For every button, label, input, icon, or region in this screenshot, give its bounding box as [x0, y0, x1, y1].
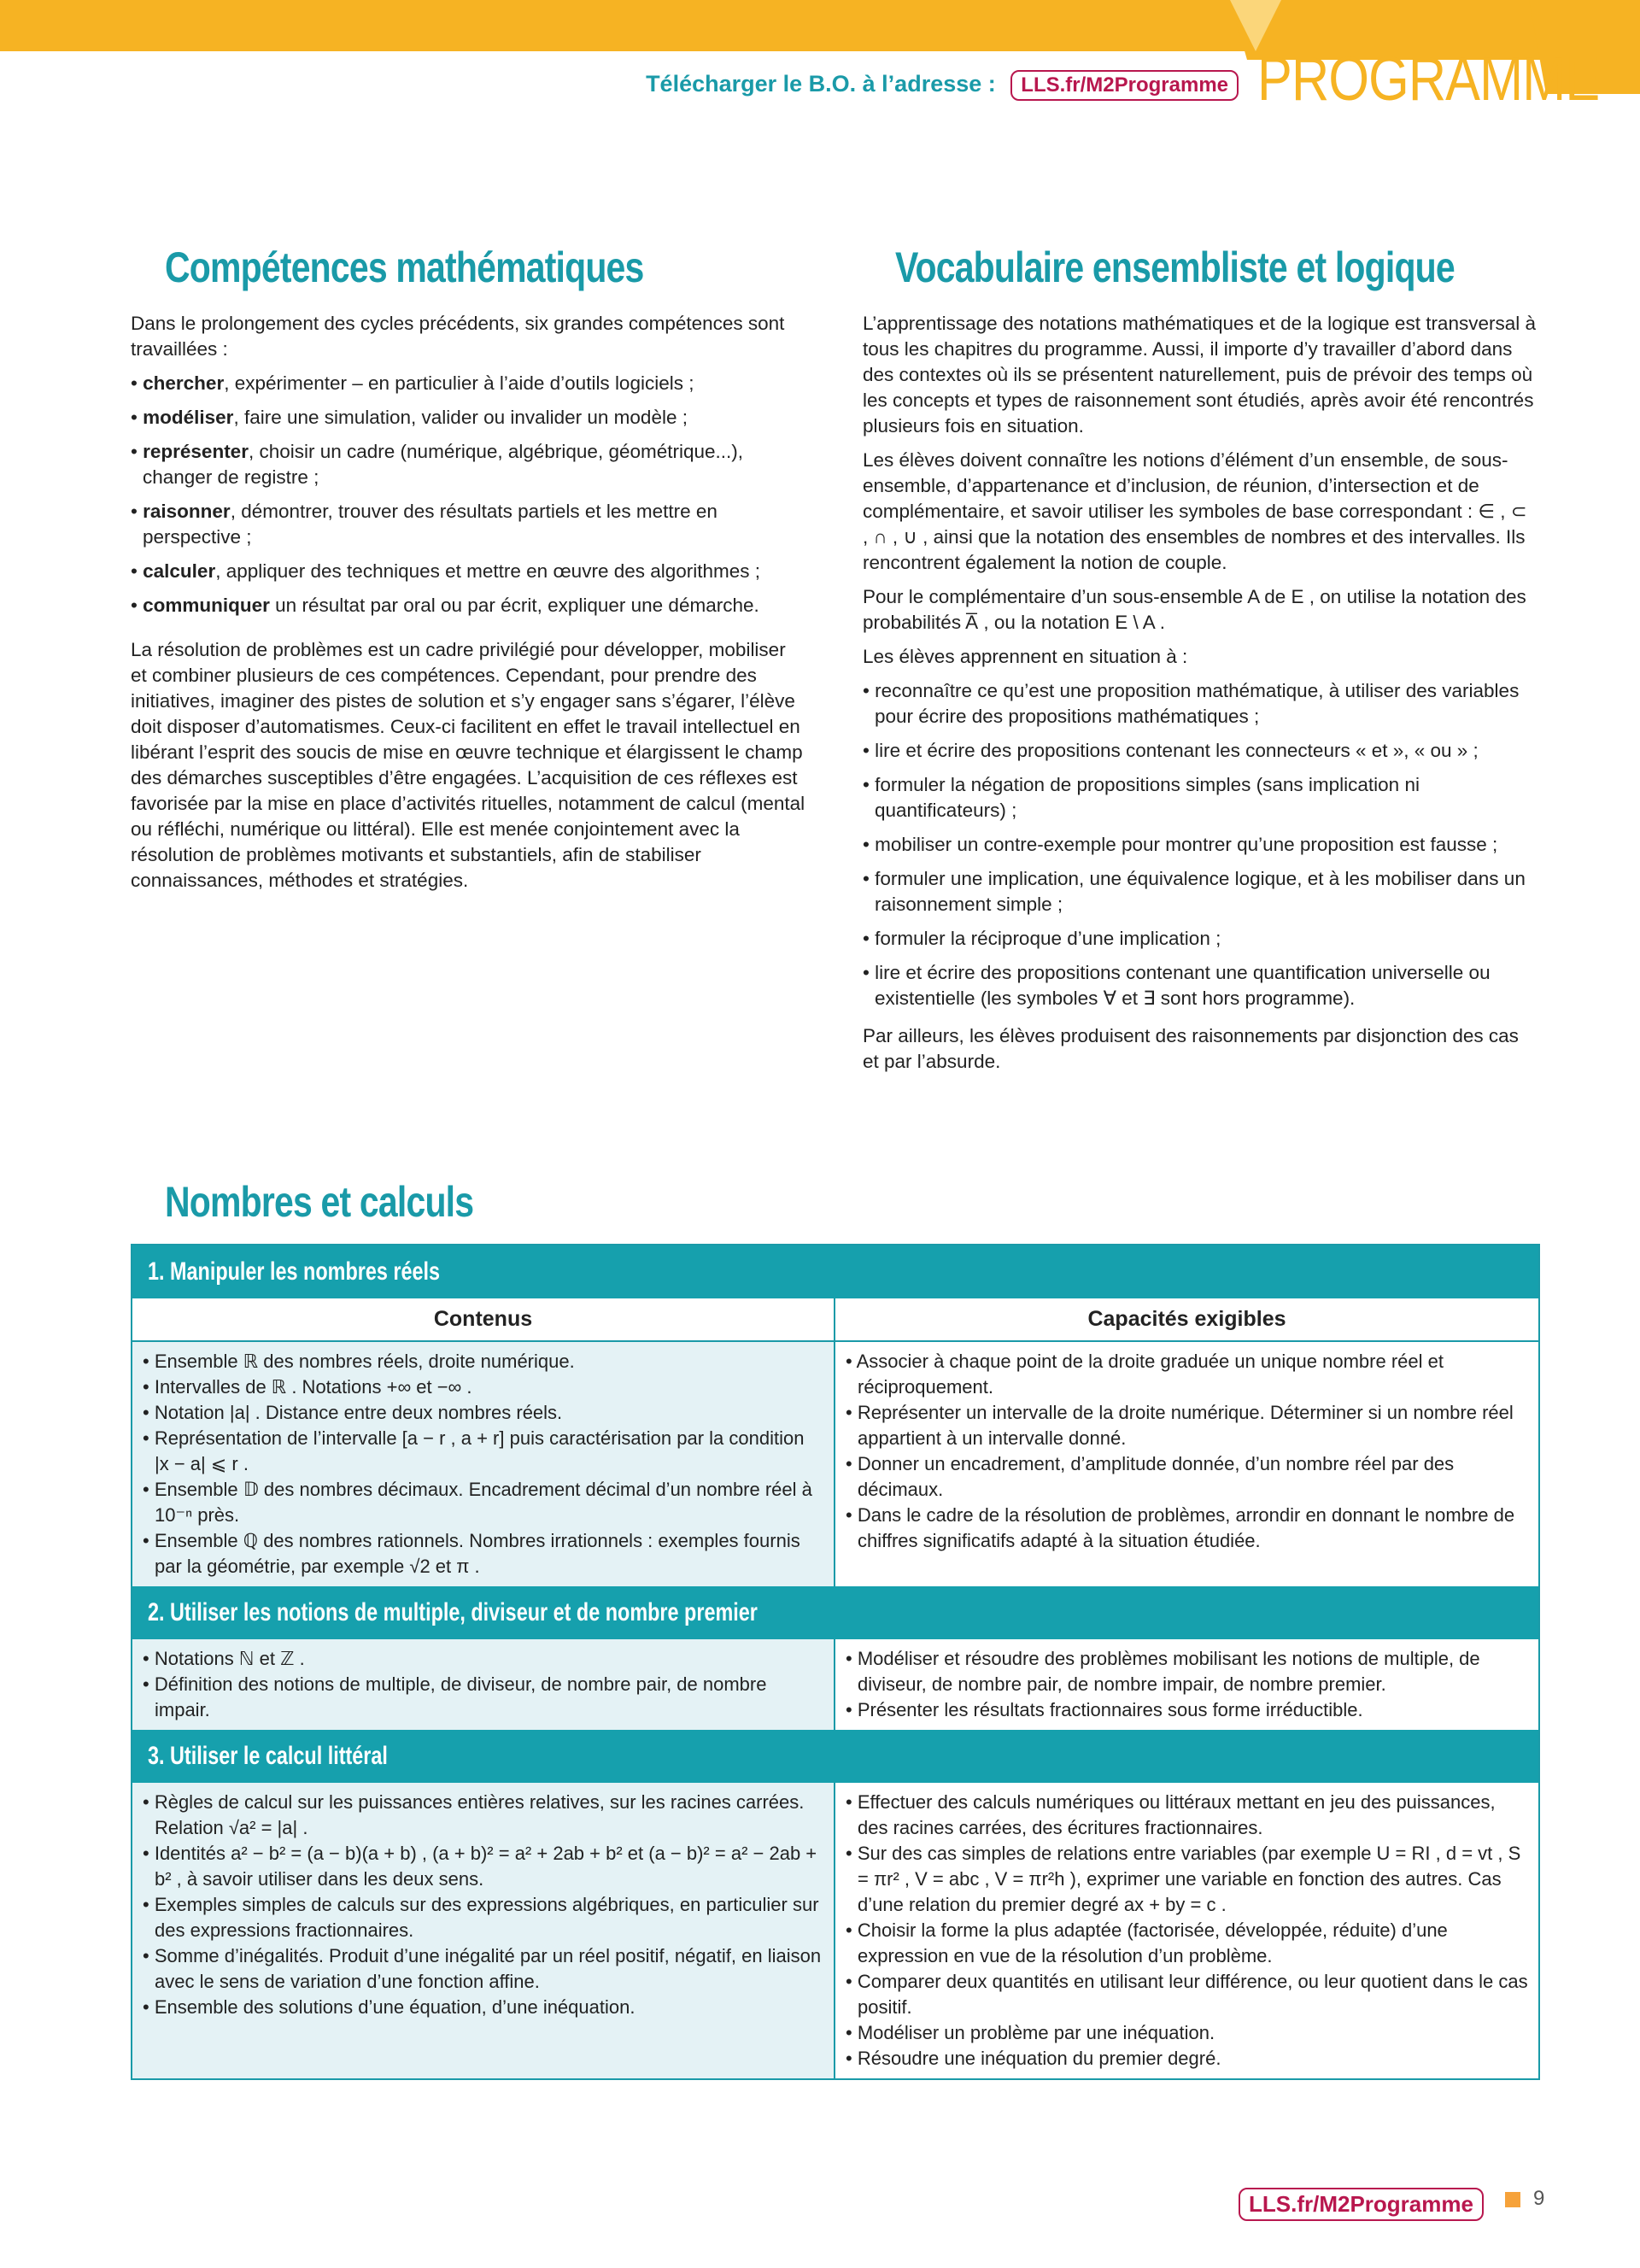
- competence-keyword: communiquer: [143, 595, 270, 616]
- footer-square: [1505, 2192, 1520, 2207]
- capacites-list: [846, 1349, 1528, 1554]
- contenus-item: • Somme d’inégalités. Produit d’une inégalité par un réel positif, négatif, en liaison avec le sens de variation d’une fonction affine.: [143, 1943, 823, 1995]
- vocabulaire-p5: Par ailleurs, les élèves produisent des raisonnements par disjonction des cas et par l’absurde.: [863, 1025, 1519, 1072]
- competence-keyword: modéliser: [143, 407, 234, 428]
- competences-intro: Dans le prolongement des cycles précédents, six grandes compétences sont travaillées :: [131, 313, 785, 360]
- program-link[interactable]: LLS.fr/M2Programme: [1010, 70, 1239, 101]
- contenus-item: • Identités a² − b² = (a − b)(a + b) , (a + b)² = a² + 2ab + b² et (a − b)² = a² − 2ab + b² , à savoir utiliser dans les deux sens.: [143, 1841, 823, 1892]
- vocabulaire-p3: Pour le complémentaire d’un sous-ensemble A de E , on utilise la notation des probabilités A̅ , ou la notation E \ A .: [863, 586, 1526, 633]
- contenus-item: • Définition des notions de multiple, de diviseur, de nombre pair, de nombre impair.: [143, 1672, 823, 1723]
- contenus-item: • Notations ℕ et ℤ .: [143, 1646, 823, 1672]
- capacites-list: [846, 1646, 1528, 1723]
- vocabulaire-item: • lire et écrire des propositions contenant les connecteurs « et », « ou » ;: [863, 738, 1538, 764]
- contenus-list: [143, 1349, 823, 1579]
- table-section-heading-text: 2. Utiliser les notions de multiple, diviseur et de nombre premier: [148, 1598, 758, 1626]
- competences-paragraph: La résolution de problèmes est un cadre privilégié pour développer, mobiliser et combiner plusieurs de ces compétences. Cependant, pour prendre des initiatives, imaginer des pistes de solution et s’y engager sans s’égarer, l’élève doit disposer d’automatismes. Ceux-ci facilitent en effet le travail intellectuel en libérant l’esprit des soucis de mise en œuvre technique et élargissent le champ des démarches susceptibles d’être engagées. L’acquisition de ces réflexes est favorisée par la mise en place d’activités rituelles, notamment de calcul (mental ou réfléchi, numérique ou littéral). Elle est menée conjointement avec la résolution de problèmes motivants et substantiels, afin de stabiliser connaissances, méthodes et stratégies.: [131, 639, 805, 891]
- competence-text: , expérimenter – en particulier à l’aide d’outils logiciels ;: [224, 372, 694, 394]
- competence-item: [131, 405, 805, 431]
- nombres-title: Nombres et calculs: [165, 1178, 474, 1226]
- column-header-contenus: Contenus: [132, 1298, 835, 1342]
- vocabulaire-p4: Les élèves apprennent en situation à :: [863, 646, 1188, 667]
- capacites-item: • Associer à chaque point de la droite graduée un unique nombre réel et réciproquement.: [846, 1349, 1528, 1400]
- competence-item: [131, 499, 805, 550]
- capacites-item: • Représenter un intervalle de la droite numérique. Déterminer si un nombre réel appartient à un intervalle donné.: [846, 1400, 1528, 1451]
- capacites-cell: [835, 1783, 1538, 2078]
- column-header-capacites: Capacités exigibles: [835, 1298, 1538, 1342]
- table-section-heading: [132, 1730, 1538, 1783]
- page-number: 9: [1533, 2187, 1545, 2210]
- capacites-cell: [835, 1639, 1538, 1730]
- competences-list: [131, 371, 805, 618]
- vocabulaire-item: • formuler la réciproque d’une implication ;: [863, 926, 1538, 952]
- table-section-heading-text: 1. Manipuler les nombres réels: [148, 1257, 441, 1286]
- capacites-item: • Présenter les résultats fractionnaires sous forme irréductible.: [846, 1697, 1528, 1723]
- contenus-item: • Représentation de l’intervalle [a − r , a + r] puis caractérisation par la condition |x − a| ⩽ r .: [143, 1426, 823, 1477]
- contenus-item: • Ensemble ℝ des nombres réels, droite numérique.: [143, 1349, 823, 1374]
- table-row: [132, 1639, 1538, 1730]
- competences-title: Compétences mathématiques: [165, 243, 644, 291]
- competences-column: [131, 311, 805, 902]
- capacites-item: • Comparer deux quantités en utilisant leur différence, ou leur quotient dans le cas positif.: [846, 1969, 1528, 2020]
- capacites-item: • Choisir la forme la plus adaptée (factorisée, développée, réduite) d’une expression en vue de la résolution d’un problème.: [846, 1918, 1528, 1969]
- capacites-item: • Modéliser et résoudre des problèmes mobilisant les notions de multiple, de diviseur, de nombre pair, de nombre impair, de nombre premier.: [846, 1646, 1528, 1697]
- capacites-list: [846, 1790, 1528, 2072]
- contenus-cell: [132, 1342, 835, 1586]
- download-label: Télécharger le B.O. à l’adresse :: [646, 71, 996, 97]
- vocabulaire-title: Vocabulaire ensembliste et logique: [895, 243, 1455, 291]
- table-section-heading-text: 3. Utiliser le calcul littéral: [148, 1742, 388, 1770]
- competence-keyword: raisonner: [143, 501, 231, 522]
- contenus-cell: [132, 1639, 835, 1730]
- contenus-item: • Ensemble des solutions d’une équation, d’une inéquation.: [143, 1995, 823, 2020]
- competence-text: , faire une simulation, valider ou invalider un modèle ;: [233, 407, 688, 428]
- competence-item: [131, 439, 805, 490]
- vocabulaire-item: • reconnaître ce qu’est une proposition mathématique, à utiliser des variables pour écrire des propositions mathématiques ;: [863, 678, 1538, 730]
- download-line: [0, 70, 1239, 101]
- competence-keyword: chercher: [143, 372, 225, 394]
- contenus-list: [143, 1790, 823, 2020]
- capacites-cell: [835, 1342, 1538, 1586]
- capacites-item: • Effectuer des calculs numériques ou littéraux mettant en jeu des puissances, des racines carrées, des écritures fractionnaires.: [846, 1790, 1528, 1841]
- section-title: PROGRAMME: [1257, 45, 1600, 114]
- capacites-item: • Modéliser un problème par une inéquation.: [846, 2020, 1528, 2046]
- vocabulaire-item: • formuler la négation de propositions simples (sans implication ni quantificateurs) ;: [863, 772, 1538, 823]
- capacites-item: • Sur des cas simples de relations entre variables (par exemple U = RI , d = vt , S = πr² , V = abc , V = πr²h ), exprimer une variable en fonction des autres. Cas d’une relation du premier degré ax + by = c .: [846, 1841, 1528, 1918]
- contenus-item: • Intervalles de ℝ . Notations +∞ et −∞ .: [143, 1374, 823, 1400]
- table-column-headers: [132, 1298, 1538, 1342]
- capacites-item: • Donner un encadrement, d’amplitude donnée, d’un nombre réel par des décimaux.: [846, 1451, 1528, 1503]
- vocabulaire-item: • formuler une implication, une équivalence logique, et à les mobiliser dans un raisonnement simple ;: [863, 866, 1538, 917]
- contenus-item: • Exemples simples de calculs sur des expressions algébriques, en particulier sur des expressions fractionnaires.: [143, 1892, 823, 1943]
- competence-item: [131, 371, 805, 396]
- contenus-list: [143, 1646, 823, 1723]
- contenus-item: • Ensemble ℚ des nombres rationnels. Nombres irrationnels : exemples fournis par la géométrie, par exemple √2 et π .: [143, 1528, 823, 1579]
- vocabulaire-p2: Les élèves doivent connaître les notions d’élément d’un ensemble, de sous-ensemble, d’appartenance et d’inclusion, de réunion, d’intersection et de complémentaire, et savoir utiliser les symboles de base correspondant : ∈ , ⊂ , ∩ , ∪ , ainsi que la notation des ensembles de nombres et des intervalles. Ils rencontrent également la notion de couple.: [863, 449, 1527, 573]
- capacites-item: • Résoudre une inéquation du premier degré.: [846, 2046, 1528, 2072]
- table-row: [132, 1342, 1538, 1586]
- competence-keyword: calculer: [143, 560, 216, 582]
- table-section-heading: [132, 1586, 1538, 1639]
- competence-text: , démontrer, trouver des résultats partiels et les mettre en perspective ;: [143, 501, 718, 548]
- capacites-item: • Dans le cadre de la résolution de problèmes, arrondir en donnant le nombre de chiffres significatifs adapté à la situation étudiée.: [846, 1503, 1528, 1554]
- table-row: [132, 1783, 1538, 2078]
- competence-text: , choisir un cadre (numérique, algébrique, géométrique...), changer de registre ;: [143, 441, 744, 488]
- vocabulaire-p1: L’apprentissage des notations mathématiques et de la logique est transversal à tous les chapitres du programme. Aussi, il importe d’y travailler d’abord dans des contextes où ils se présentent naturellement, puis de prévoir des temps où les concepts et types de raisonnement sont étudiés, après avoir été rencontrés plusieurs fois en situation.: [863, 313, 1536, 437]
- competence-text: , appliquer des techniques et mettre en œuvre des algorithmes ;: [215, 560, 761, 582]
- competence-text: un résultat par oral ou par écrit, expliquer une démarche.: [269, 595, 759, 616]
- vocabulaire-item: • lire et écrire des propositions contenant une quantification universelle ou existentielle (les symboles ∀ et ∃ sont hors programme).: [863, 960, 1538, 1011]
- contenus-item: • Règles de calcul sur les puissances entières relatives, sur les racines carrées. Relation √a² = |a| .: [143, 1790, 823, 1841]
- competence-item: [131, 559, 805, 584]
- table-section-heading: [132, 1245, 1538, 1298]
- contenus-item: • Notation |a| . Distance entre deux nombres réels.: [143, 1400, 823, 1426]
- competence-keyword: représenter: [143, 441, 249, 462]
- footer-link[interactable]: LLS.fr/M2Programme: [1239, 2188, 1484, 2221]
- vocabulaire-item: • mobiliser un contre-exemple pour montrer qu’une proposition est fausse ;: [863, 832, 1538, 858]
- contenus-item: • Ensemble 𝔻 des nombres décimaux. Encadrement décimal d’un nombre réel à 10⁻ⁿ près.: [143, 1477, 823, 1528]
- nombres-table: [131, 1244, 1540, 2080]
- contenus-cell: [132, 1783, 835, 2078]
- vocabulaire-column: [863, 311, 1538, 1083]
- vocabulaire-list: [863, 678, 1538, 1011]
- competence-item: [131, 593, 805, 618]
